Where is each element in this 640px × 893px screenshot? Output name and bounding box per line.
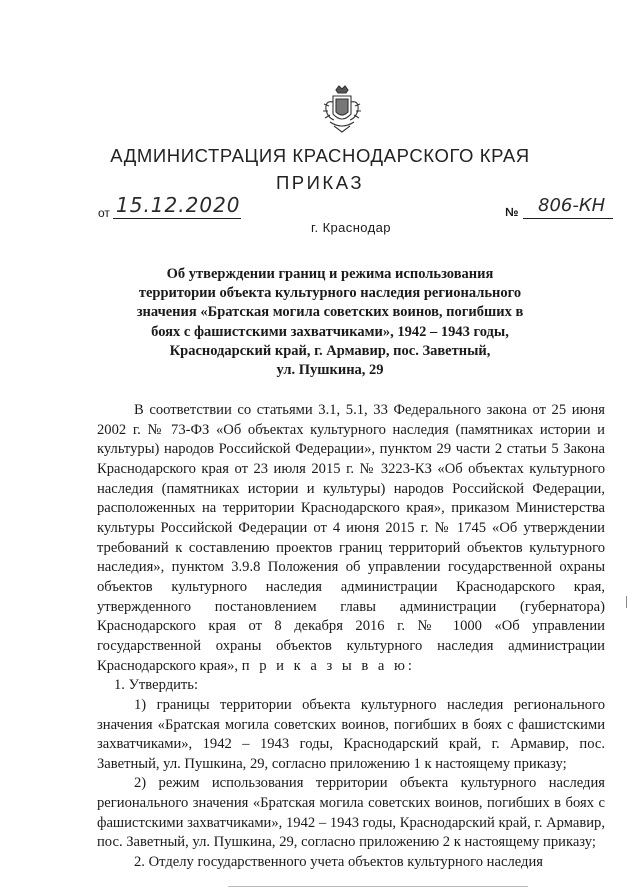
document-title	[130, 265, 530, 380]
number-underline	[523, 218, 613, 219]
item-1-1: 1) границы территории объекта культурного наследия регионального значения «Братская могила советских воинов, погибших в боях с фашистскими захватчиками», 1942 – 1943 годы, Краснодарский край, г. Армавир, пос. Заветный, ул. Пушкина, 29, согласно приложению 1 к настоящему приказу;	[97, 696, 605, 772]
title-line: боях с фашистскими захватчиками», 1942 – 1943 годы,	[151, 323, 509, 340]
order-date: 15.12.2020	[116, 193, 241, 217]
preamble-paragraph	[97, 401, 605, 676]
number-label: №	[505, 205, 519, 219]
scan-artifact	[626, 596, 627, 608]
title-line: Краснодарский край, г. Армавир, пос. Заветный,	[169, 342, 491, 359]
item-2: 2. Отделу государственного учета объектов культурного наследия	[134, 854, 543, 871]
document-body	[97, 401, 605, 873]
title-line: Об утверждении границ и режима использования	[166, 266, 494, 282]
title-line: территории объекта культурного наследия регионального	[138, 285, 522, 302]
title-line: ул. Пушкина, 29	[276, 362, 384, 379]
city-label: г. Краснодар	[311, 220, 391, 235]
preamble-text: В соответствии со статьями 3.1, 5.1, 33 Федерального закона от 25 июня 2002 г. № 73-ФЗ «Об объектах культурного наследия (памятниках истории и культуры) народов Российской Федерации», пунктом 29 части 2 статьи 5 Закона Краснодарского края от 23 июля 2015 г. № 3223-КЗ «Об объектах культурного наследия (памятниках истории и культуры) народов Российской Федерации, расположенных на территории Краснодарского края», приказом Министерства культуры Российской Федерации от 4 июня 2015 г. № 1745 «Об утверждении требований к составлению проектов границ территорий объектов культурного наследия», пунктом 3.9.8 Положения об управлении государственной охраны объектов культурного наследия администрации Краснодарского края, утвержденного постановлением главы администрации (губернатора) Краснодарского края от 8 декабря 2016 г. № 1000 «Об управлении государственной охраны объектов культурного наследия администрации Краснодарского края»,	[97, 402, 605, 674]
coat-of-arms-icon	[322, 84, 362, 134]
order-word: п р и к а з ы в а ю:	[241, 657, 415, 674]
agency-name: АДМИНИСТРАЦИЯ КРАСНОДАРСКОГО КРАЯ	[110, 145, 530, 166]
date-prefix-label: от	[98, 206, 110, 220]
order-number: 806-КН	[538, 195, 606, 216]
order-title: ПРИКАЗ	[275, 172, 364, 193]
item-1: 1. Утвердить:	[114, 677, 199, 694]
item-1-2: 2) режим использования территории объекта культурного наследия регионального значения «Братская могила советских воинов, погибших в боях с фашистскими захватчиками», 1942 – 1943 годы, Краснодарский край, г. Армавир, пос. Заветный, ул. Пушкина, 29, согласно приложению 2 к настоящему приказу;	[97, 775, 605, 851]
date-underline	[113, 218, 241, 219]
title-line: значения «Братская могила советских воинов, погибших в	[136, 304, 524, 321]
scan-edge-line	[228, 886, 528, 887]
